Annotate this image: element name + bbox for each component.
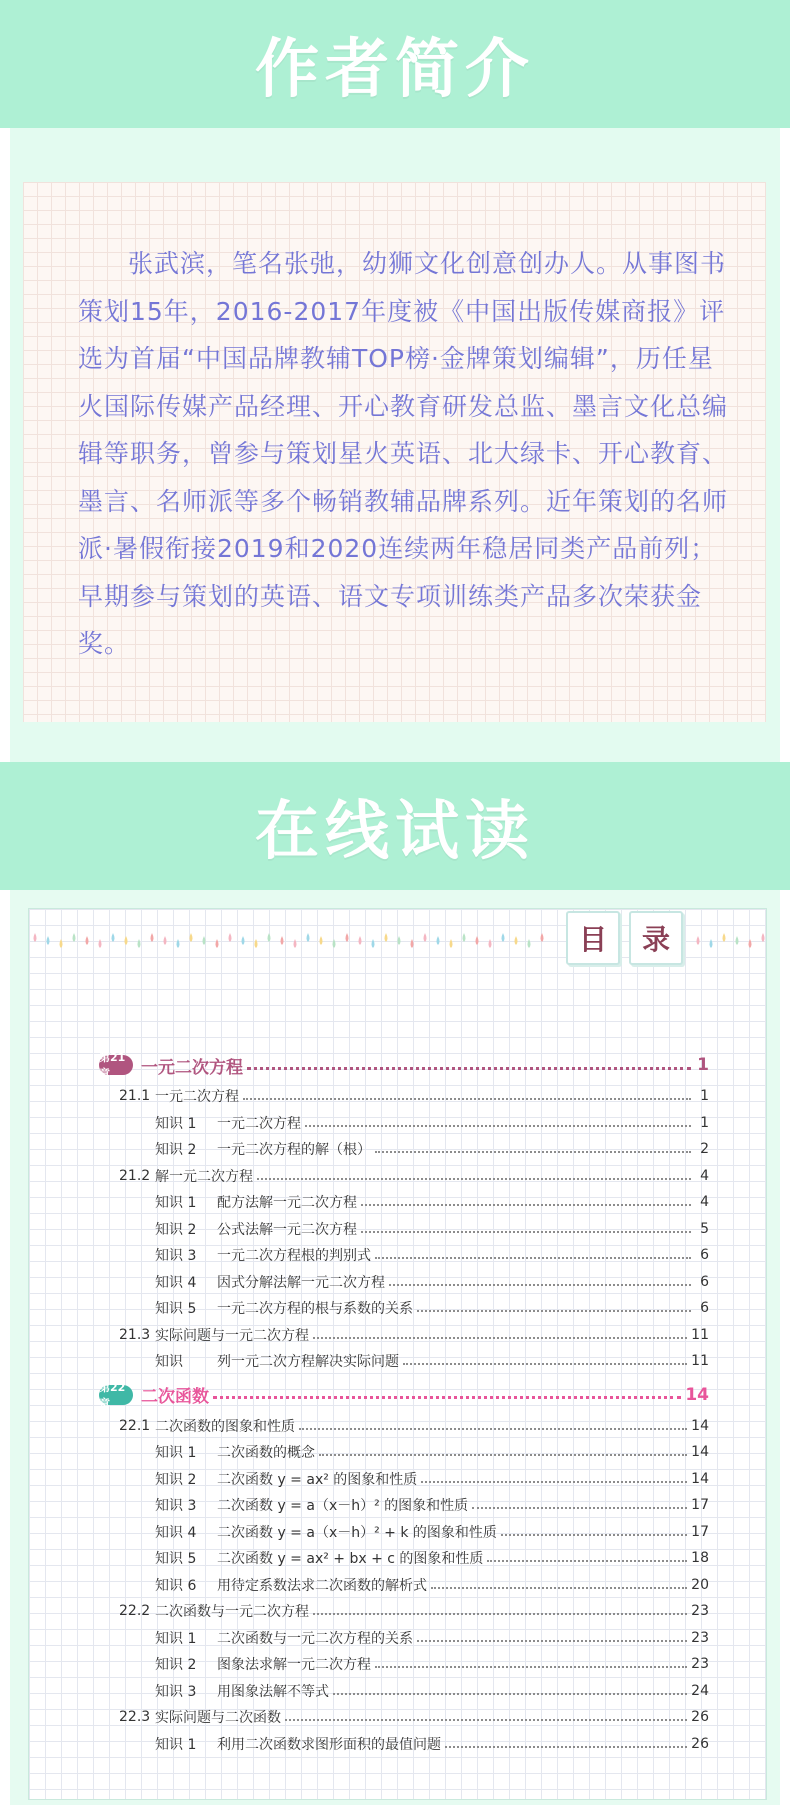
toc-item-row [155,1112,709,1134]
toc-item-row [155,1297,709,1319]
section-number: 21.1 [119,1088,151,1104]
dot-leader [257,1178,691,1180]
item-title: 用待定系数法求二次函数的解析式 [217,1577,427,1594]
section-number: 21.3 [119,1326,151,1343]
toc-item-row [155,1191,709,1213]
dot-leader [375,1666,687,1668]
author-section-banner [0,0,790,128]
toc-item-row [155,1680,709,1702]
toc-chapter-row [99,1381,709,1409]
toc-page [28,908,767,1800]
item-title: 图象法求解一元二次方程 [217,1657,371,1673]
dot-leader [313,1337,687,1339]
toc-item-row [155,1653,709,1675]
toc-item-row [155,1350,709,1372]
item-label: 知识 1 [155,1736,197,1753]
section-page: 23 [691,1603,709,1619]
dot-leader [243,1098,691,1100]
item-label: 知识 1 [155,1195,197,1211]
dot-leader [375,1151,691,1153]
section-title: 二次函数的图象和性质 [155,1418,295,1435]
item-page: 11 [691,1353,709,1369]
item-page: 26 [691,1735,709,1752]
item-page: 23 [691,1656,709,1672]
dot-leader [213,1396,681,1399]
item-title: 二次函数 y = ax² 的图象和性质 [217,1471,418,1488]
toc-item-row [155,1271,709,1293]
item-title: 因式分解法解一元二次方程 [217,1274,385,1291]
item-label: 知识 2 [155,1142,197,1158]
item-page: 14 [691,1470,709,1487]
chapter-page: 1 [697,1055,709,1075]
toc-item-row [155,1521,709,1543]
dot-leader [487,1560,687,1562]
section-title: 实际问题与一元二次方程 [155,1327,309,1344]
toc-section-row [119,1600,709,1622]
section-title: 实际问题与二次函数 [155,1710,281,1726]
dot-leader [361,1231,691,1233]
chapter-badge: 第22章 [99,1385,133,1405]
item-label: 知识 [155,1354,183,1370]
toc-section-row [119,1324,709,1346]
section-page: 4 [700,1167,709,1184]
section-page: 26 [691,1709,709,1725]
chapter-page: 14 [685,1384,709,1405]
dot-leader [445,1746,687,1748]
item-label: 知识 3 [155,1498,197,1514]
section-page: 11 [691,1326,709,1343]
toc-item-row [155,1468,709,1490]
dot-leader [247,1067,691,1070]
item-title: 一元二次方程根的判别式 [217,1248,371,1264]
toc-item-row [155,1733,709,1755]
toc-chapter-row [99,1051,709,1079]
item-label: 知识 5 [155,1551,197,1567]
item-title: 二次函数与一元二次方程的关系 [217,1630,413,1647]
section-title: 解一元二次方程 [155,1168,253,1185]
preview-section-banner [0,762,790,890]
toc-section-row [119,1415,709,1437]
toc-item-row [155,1547,709,1569]
toc-item-row [155,1494,709,1516]
dot-leader [375,1257,691,1259]
item-title: 利用二次函数求图形面积的最值问题 [217,1736,441,1753]
item-page: 17 [691,1523,709,1540]
item-page: 17 [691,1497,709,1513]
item-title: 一元二次方程的解（根） [217,1142,371,1158]
item-page: 24 [691,1682,709,1699]
item-title: 配方法解一元二次方程 [217,1195,357,1211]
dot-leader [417,1310,691,1312]
toc-item-row [155,1244,709,1266]
item-label: 知识 6 [155,1577,197,1594]
item-title: 二次函数 y = a（x－h）² 的图象和性质 [217,1498,469,1514]
section-number: 22.1 [119,1417,151,1434]
item-title: 二次函数的概念 [217,1445,315,1461]
item-page: 2 [700,1141,709,1157]
dot-leader [389,1284,691,1286]
dot-leader [417,1640,687,1642]
section-number: 21.2 [119,1167,151,1184]
item-title: 列一元二次方程解决实际问题 [217,1354,399,1370]
item-page: 6 [700,1300,709,1316]
section-page: 14 [691,1417,709,1434]
table-of-contents [29,909,766,1799]
item-title: 用图象法解不等式 [217,1683,329,1700]
section-number: 22.2 [119,1603,151,1619]
item-label: 知识 2 [155,1657,197,1673]
item-label: 知识 1 [155,1115,197,1132]
item-label: 知识 4 [155,1524,197,1541]
chapter-title: 一元二次方程 [141,1057,243,1078]
item-label: 知识 3 [155,1248,197,1264]
item-label: 知识 1 [155,1445,197,1461]
item-page: 14 [691,1444,709,1460]
dot-leader [361,1204,691,1206]
dot-leader [305,1125,691,1127]
item-page: 6 [700,1273,709,1290]
dot-leader [299,1428,687,1430]
item-title: 一元二次方程的根与系数的关系 [217,1301,413,1317]
section-number: 22.3 [119,1709,151,1725]
section-page: 1 [700,1088,709,1104]
item-page: 20 [691,1576,709,1593]
dot-leader [285,1719,687,1721]
toc-title-char-2: 录 [641,923,670,956]
toc-title-char-1: 目 [578,923,607,956]
item-page: 1 [700,1114,709,1131]
dot-leader [403,1363,687,1365]
dot-leader [319,1454,687,1456]
author-section-title: 作者简介 [255,33,535,107]
item-page: 6 [700,1247,709,1263]
item-page: 5 [700,1220,709,1237]
dot-leader [421,1481,687,1483]
item-label: 知识 4 [155,1274,197,1291]
toc-item-row [155,1574,709,1596]
item-label: 知识 1 [155,1630,197,1647]
dot-leader [472,1507,687,1509]
toc-section-row [119,1165,709,1187]
toc-section-row [119,1085,709,1107]
item-title: 一元二次方程 [217,1115,301,1132]
chapter-badge: 第21章 [99,1055,133,1075]
item-title: 公式法解一元二次方程 [217,1221,357,1238]
item-title: 二次函数 y = ax² + bx + c 的图象和性质 [217,1551,484,1567]
dot-leader [501,1534,687,1536]
dot-leader [313,1613,687,1615]
toc-item-row [155,1441,709,1463]
toc-item-row [155,1627,709,1649]
author-bio-text: 张武滨，笔名张弛，幼狮文化创意创办人。从事图书策划15年，2016-2017年度被《中国出版传媒商报》评选为首届“中国品牌教辅TOP榜·金牌策划编辑”，历任星火国际传媒产品经理、开心教育研发总监、墨言文化总编辑等职务，曾参与策划星火英语、北大绿卡、开心教育、墨言、名师派等多个畅销教辅品牌系列。近年策划的名师派·暑假衔接2019和2020连续两年稳居同类产品前列；早期参与策划的英语、语文专项训练类产品多次荣获金奖。 [78,249,729,658]
dot-leader [333,1693,687,1695]
preview-section-title: 在线试读 [255,795,535,869]
toc-section-row [119,1706,709,1728]
item-page: 23 [691,1629,709,1646]
dot-leader [431,1587,687,1589]
item-label: 知识 5 [155,1301,197,1317]
item-label: 知识 2 [155,1221,197,1238]
section-title: 一元二次方程 [155,1089,239,1105]
item-label: 知识 3 [155,1683,197,1700]
item-page: 4 [700,1194,709,1210]
toc-item-row [155,1138,709,1160]
item-title: 二次函数 y = a（x－h）² + k 的图象和性质 [217,1524,497,1541]
item-label: 知识 2 [155,1471,197,1488]
item-page: 18 [691,1550,709,1566]
section-title: 二次函数与一元二次方程 [155,1604,309,1620]
chapter-title: 二次函数 [141,1387,209,1407]
toc-item-row [155,1218,709,1240]
